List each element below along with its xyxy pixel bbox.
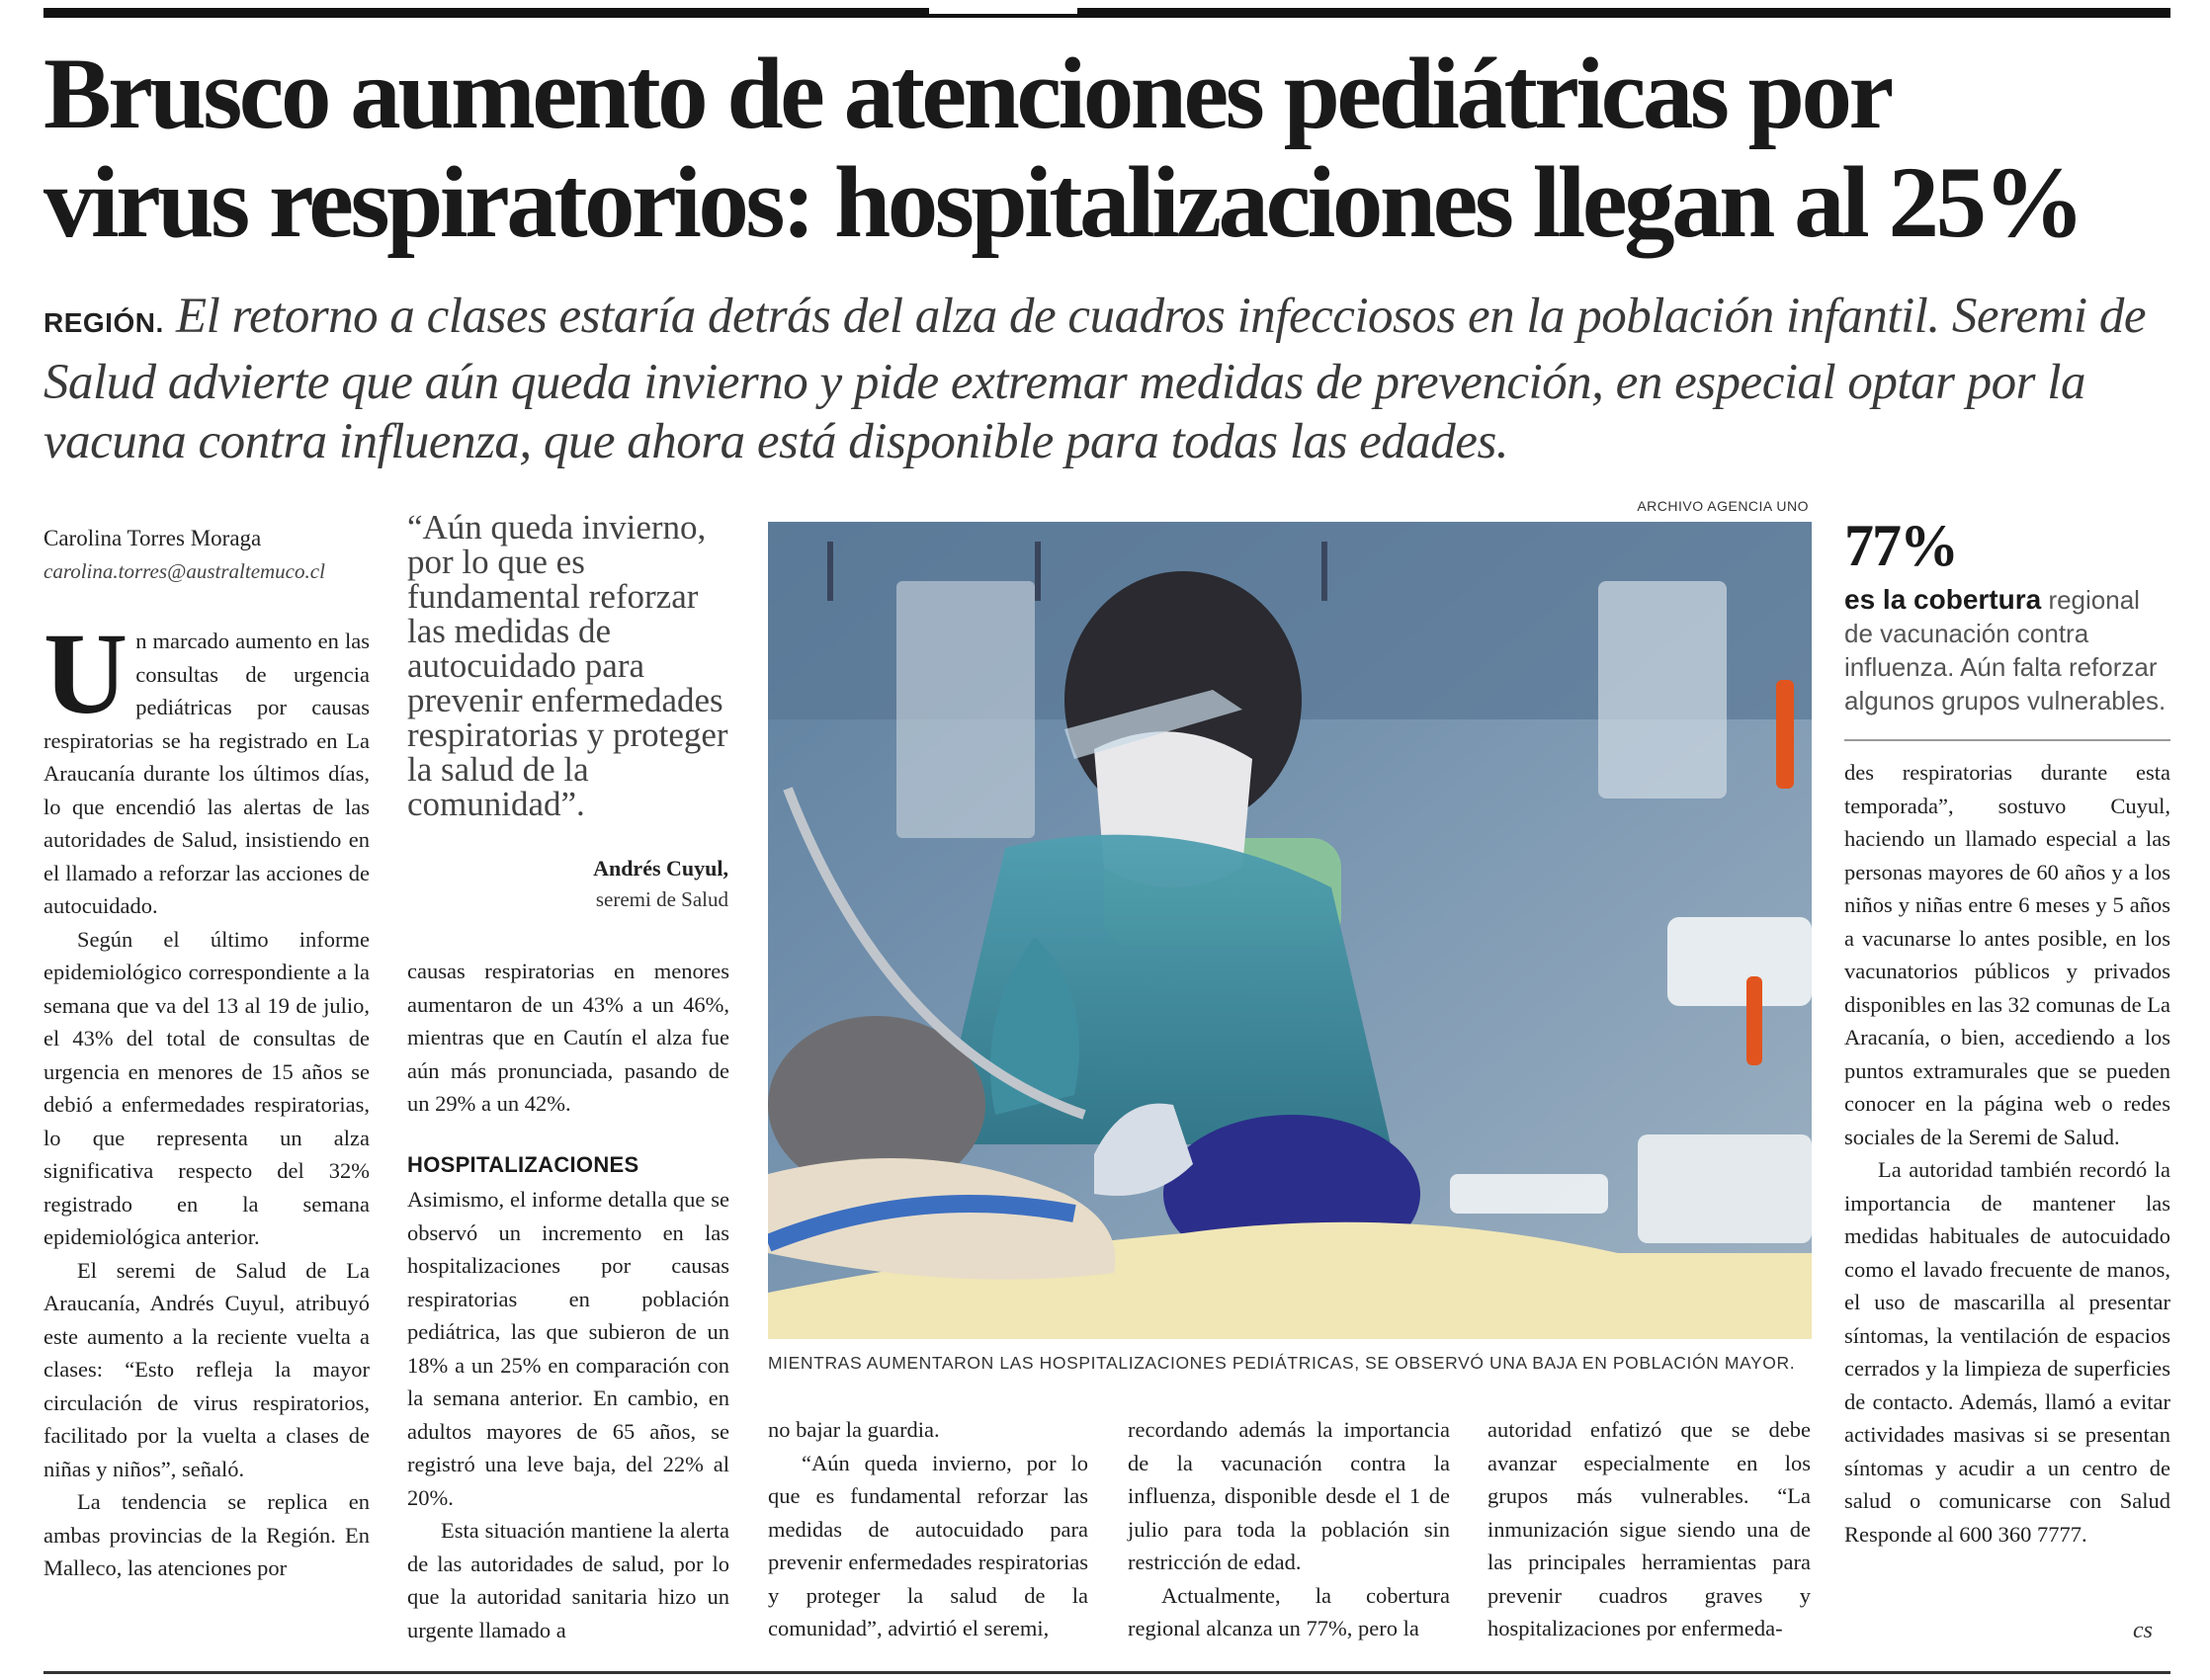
lead-paragraph: Un marcado aumento en las consultas de urgencia pediátricas por causas respiratorias se ha registrado en La Araucanía durante los últimos días, lo que encendió las alertas de las autoridades de Salud, insistiendo en el llamado a reforzar las acciones de autocuidado. [43, 609, 370, 918]
body-paragraph: Actualmente, la cobertura regional alcanza un 77%, pero la [1128, 1582, 1450, 1640]
column-1 [43, 609, 370, 1585]
end-mark-icon: cs [2133, 1618, 2153, 1643]
column-5 [1488, 1413, 1811, 1645]
stat-number: 77% [1844, 513, 1957, 578]
body-paragraph: La autoridad también recordó la importancia de mantener las medidas habituales de autocuidado como el lavado frecuente de manos, el uso de mascarilla al presentar síntomas, la ventilación de espacios cerrados y la limpieza de superficies de contacto. Además, llamó a evitar actividades masivas si se presentan síntomas y acudir a un centro de salud o comunicarse con Salud Responde al 600 360 7777. [1844, 1157, 2170, 1547]
byline-name: Carolina Torres Moraga [43, 526, 262, 550]
deck [43, 287, 2178, 471]
pull-quote-author: Andrés Cuyul, [593, 856, 728, 881]
body-paragraph: La tendencia se replica en ambas provincias de la Región. En Malleco, las atenciones por [43, 1489, 370, 1580]
body-paragraph: Asimismo, el informe detalla que se observó un incremento en las hospitalizaciones por causas respiratorias en población pediátrica, las que subieron de un 18% a un 25% en comparación con la semana anterior. En cambio, en adultos mayores de 65 años, se registró una leve baja, del 22% al 20%. [407, 1187, 729, 1510]
top-rule-gap [929, 4, 1077, 14]
photo-illustration [768, 522, 1812, 1339]
body-paragraph: El seremi de Salud de La Araucanía, Andrés Cuyul, atribuyó este aumento a la reciente vuelta a clases: “Esto refleja la mayor circulación de virus respiratorios, facilitado por la vuelta a clases de niñas y niños”, señaló. [43, 1257, 370, 1481]
headline [43, 40, 2178, 257]
deck-label: REGIÓN. [43, 307, 164, 338]
byline-email[interactable]: carolina.torres@australtemuco.cl [43, 559, 325, 583]
subhead-hospitalizaciones: HOSPITALIZACIONES [407, 1151, 639, 1177]
column-3 [768, 1413, 1088, 1645]
top-rule [43, 8, 2170, 18]
body-paragraph: causas respiratorias en menores aumentaron de un 43% a un 46%, mientras que en Cautín el alza fue aún más pronunciada, pasando de un 29% a un 42%. [407, 959, 729, 1116]
body-paragraph: Esta situación mantiene la alerta de las autoridades de salud, por lo que la autoridad sanitaria hizo un urgente llamado a [407, 1518, 729, 1642]
stat-description: regional de vacunación contra influenza. Aún falta reforzar algunos grupos vulnerables. [1844, 585, 2167, 715]
body-paragraph: des respiratorias durante esta temporada”, sostuvo Cuyul, haciendo un llamado especial a las personas mayores de 60 años y a los niños y niñas entre 6 meses y 5 años a vacunarse lo antes posible, en los vacunatorios públicos y privados disponibles en las 32 comunas de La Aracanía, o bien, accediendo a los puntos extramurales que se pueden conocer en la página web o redes sociales de la Seremi de Salud. [1844, 760, 2170, 1149]
body-paragraph: recordando además la importancia de la vacunación contra la influenza, disponible desde el 1 de julio para toda la población sin restricción de edad. [1128, 1417, 1450, 1574]
column-2 [407, 955, 729, 1646]
column-4 [1128, 1413, 1450, 1645]
pull-quote-role: seremi de Salud [595, 887, 728, 911]
body-paragraph: autoridad enfatizó que se debe avanzar especialmente en los grupos más vulnerables. “La inmunización sigue siendo una de las principales herramientas para prevenir cuadros graves y hospitalizaciones por enfermeda- [1488, 1417, 1811, 1640]
stat-strong: es la cobertura [1844, 584, 2042, 615]
headline-line-2: virus respiratorios: hospitalizaciones llegan al 25% [43, 146, 2082, 259]
body-paragraph: no bajar la guardia. [768, 1417, 940, 1442]
article-photo [768, 522, 1812, 1339]
body-paragraph: “Aún queda invierno, por lo que es fundamental reforzar las medidas de autocuidado para prevenir enfermedades respiratorias y proteger la salud de la comunidad”, advirtió el seremi, [768, 1450, 1088, 1640]
column-6 [1844, 756, 2170, 1551]
photo-caption: MIENTRAS AUMENTARON LAS HOSPITALIZACIONES PEDIÁTRICAS, SE OBSERVÓ UNA BAJA EN POBLACIÓN MAYOR. [768, 1353, 1796, 1373]
bottom-rule [43, 1671, 2170, 1674]
headline-line-1: Brusco aumento de atenciones pediátricas por [43, 38, 1891, 150]
stat-text [1844, 583, 2170, 717]
photo-credit: ARCHIVO AGENCIA UNO [1637, 498, 1809, 514]
stat-divider [1844, 739, 2170, 741]
body-paragraph: Según el último informe epidemiológico correspondiente a la semana que va del 13 al 19 de julio, el 43% del total de consultas de urgencia en menores de 15 años se debió a enfermedades respiratorias, lo que representa un alza significativa respecto del 32% registrado en la semana epidemiológica anterior. [43, 926, 370, 1249]
pull-quote: “Aún queda invierno, por lo que es fundamental reforzar las medidas de autocuidado para prevenir enfermedades respiratorias y proteger la salud de la comunidad”. [407, 508, 728, 823]
deck-text: El retorno a clases estaría detrás del alza de cuadros infecciosos en la población infantil. Seremi de Salud advierte que aún queda invierno y pide extremar medidas de prevención, en especial optar por la vacuna contra influenza, que ahora está disponible para todas las edades. [43, 289, 2146, 469]
